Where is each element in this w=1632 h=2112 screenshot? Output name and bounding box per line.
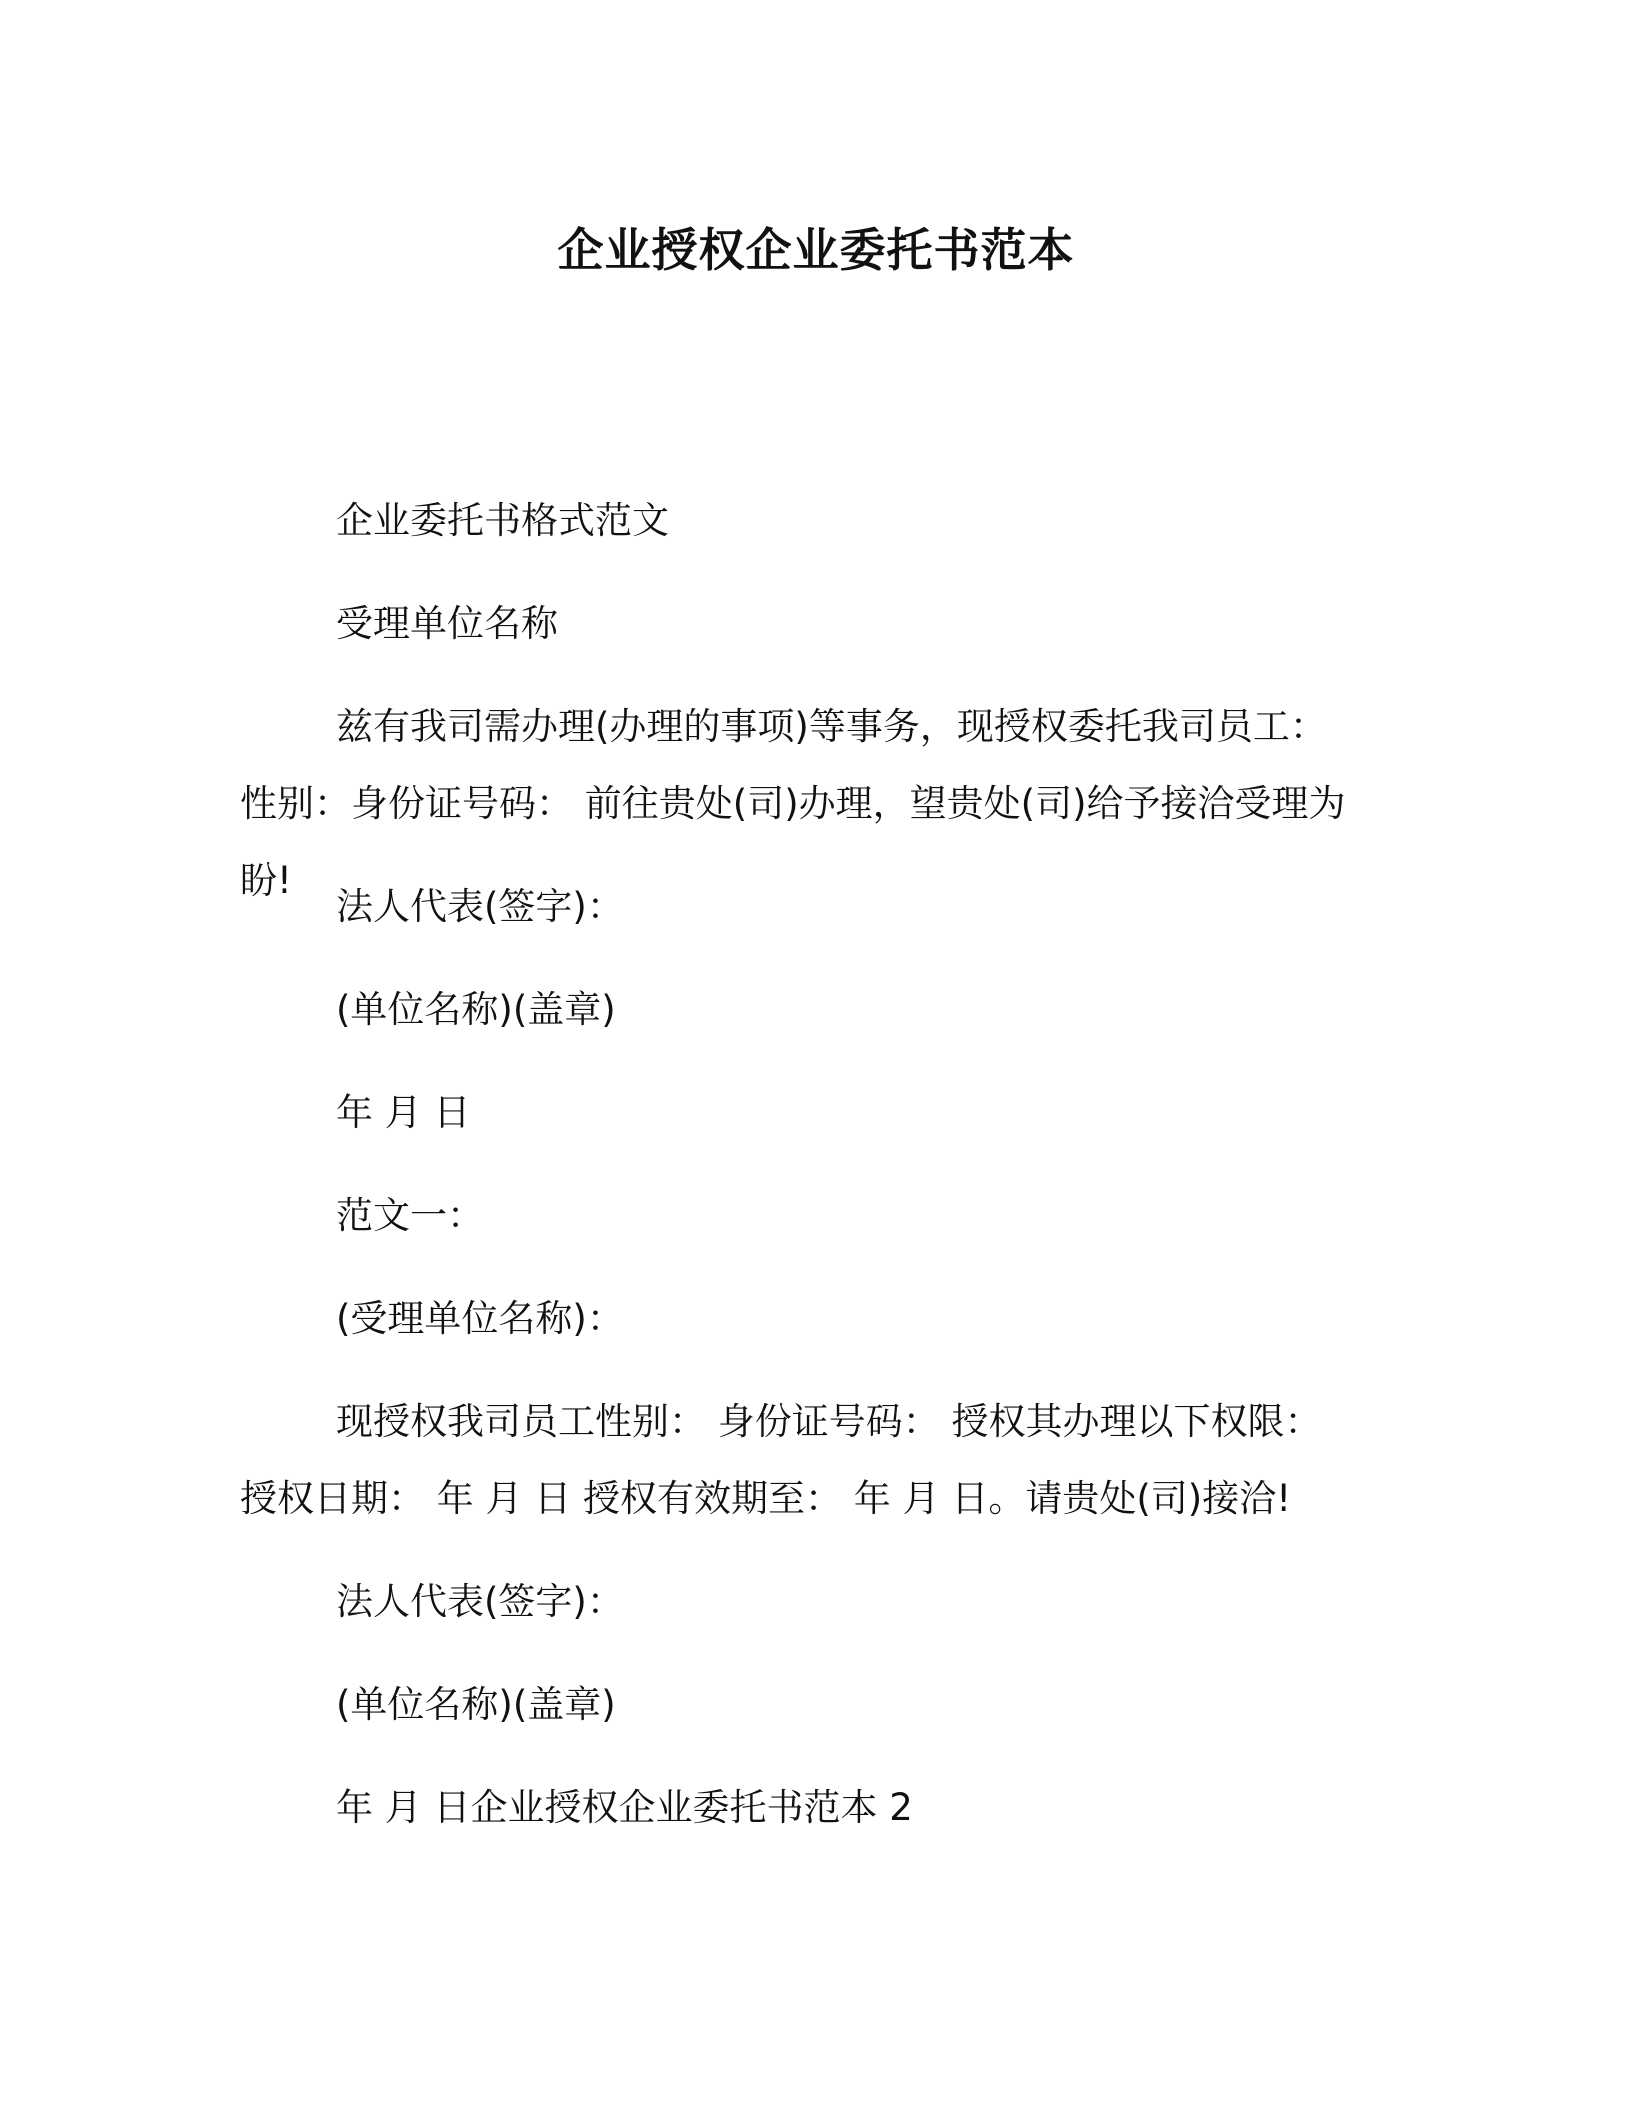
paragraph-authorization-body: 兹有我司需办理(办理的事项)等事务，现授权委托我司员工：性别：身份证号码： 前往贵处(司)办理，望贵处(司)给予接洽受理为盼! — [240, 705, 1346, 902]
paragraph-legal-rep-signature: 法人代表(签字)： — [336, 885, 624, 928]
paragraph-sample-one-body: 现授权我司员工性别： 身份证号码： 授权其办理以下权限： 授权日期： 年 月 日 授权有效期至： 年 月 日。请贵处(司)接洽! — [240, 1400, 1322, 1520]
paragraph-sample-one-signature: 法人代表(签字)： — [336, 1580, 624, 1623]
paragraph-sample-one-date: 年 月 日企业授权企业委托书范本 2 — [336, 1786, 913, 1829]
paragraph-company-seal: (单位名称)(盖章) — [336, 988, 616, 1031]
document-title: 企业授权企业委托书范本 — [557, 223, 1075, 277]
paragraph-format-heading: 企业委托书格式范文 — [336, 499, 669, 542]
paragraph-date: 年 月 日 — [336, 1091, 471, 1134]
paragraph-sample-one-recipient: (受理单位名称)： — [336, 1297, 624, 1340]
paragraph-recipient-name: 受理单位名称 — [336, 602, 558, 645]
paragraph-sample-one-seal: (单位名称)(盖章) — [336, 1683, 616, 1726]
paragraph-sample-one-heading: 范文一： — [336, 1194, 484, 1237]
